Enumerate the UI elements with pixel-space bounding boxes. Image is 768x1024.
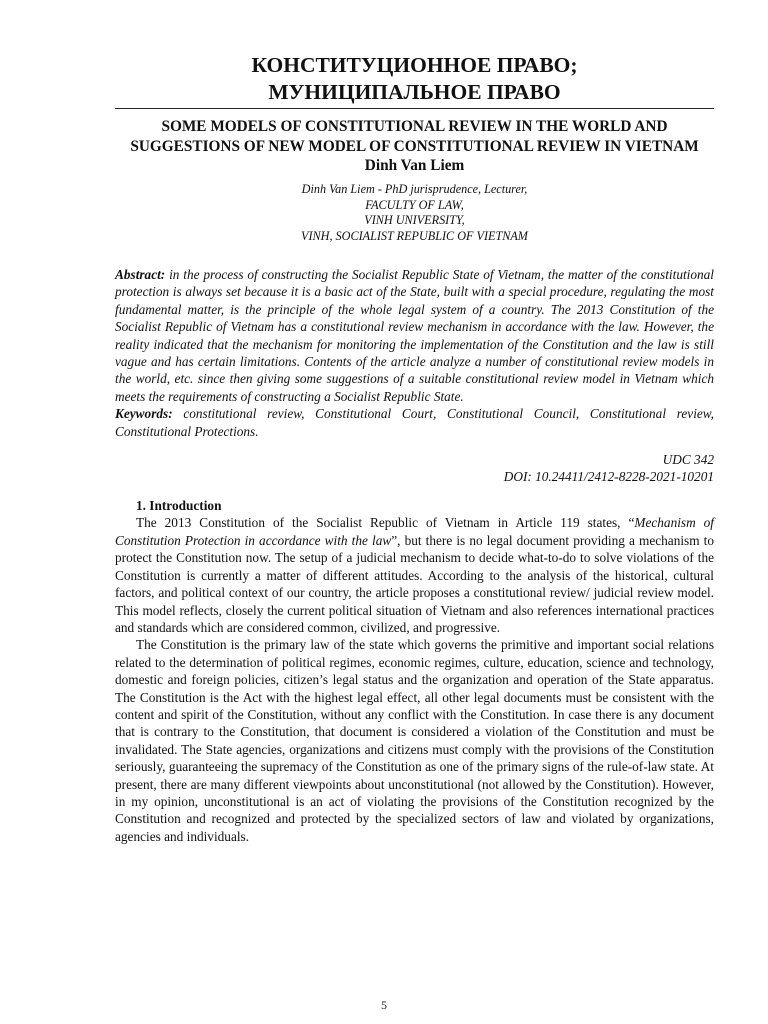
keywords-label: Keywords: <box>115 406 173 422</box>
affiliation-block <box>115 182 714 244</box>
header-rule <box>115 108 714 109</box>
doi: DOI: 10.24411/2412-8228-2021-10201 <box>503 468 714 484</box>
p1-text-b: ”, but there is no legal document providing a mechanism to protect the Constitution now. The setup of a judicial mechanism to decide what-to-do to solve violations of the Constitution is currently a matter of different attitudes. According to the analysis of the historical, cultural factors, and political context of our country, the article proposes a constitutional review/ judicial review model. This model reflects, closely the current political situation of Vietnam and also references international practices and standards which are considered common, civilized, and progressive. <box>115 532 715 635</box>
intro-paragraph-1 <box>115 514 714 636</box>
p1-text-a: The 2013 Constitution of the Socialist Republic of Vietnam in Article 119 states, “ <box>136 515 635 531</box>
affiliation-line: VINH UNIVERSITY, <box>364 213 465 227</box>
article-title: SOME MODELS OF CONSTITUTIONAL REVIEW IN THE WORLD AND SUGGESTIONS OF NEW MODEL OF CONSTITUTIONAL REVIEW IN VIETNAM <box>130 118 699 155</box>
section-title <box>115 52 714 108</box>
article-meta <box>115 452 714 485</box>
affiliation-line: Dinh Van Liem - PhD jurisprudence, Lecturer, <box>301 182 528 196</box>
intro-paragraph-2: The Constitution is the primary law of the state which governs the primitive and important social relations related to the determination of political regimes, economic regimes, culture, education, science and technology, domestic and foreign policies, citizen’s legal status and the organization and operation of the State apparatus. The Constitution is the Act with the highest legal effect, all other legal documents must be consistent with the content and spirit of the Constitution, without any conflict with the Constitution. In case there is any document that is contrary to the Constitution, that document is considered a violation of the Constitution and must be invalidated. The State agencies, organizations and citizens must comply with the provisions of the Constitution seriously, guaranteeing the supremacy of the Constitution as one of the primary signs of the rule-of-law state. At present, there are many different viewpoints about unconstitutional (not allowed by the Constitution). However, in my opinion, unconstitutional is an act of violating the provisions of the Constitution recognized by the Constitution and recognized and protected by the specialized sectors of law and violated by organizations, agencies and individuals. <box>115 637 714 844</box>
intro-heading: 1. Introduction <box>136 498 222 514</box>
abstract-label: Abstract: <box>115 267 166 282</box>
abstract-text: in the process of constructing the Socialist Republic State of Vietnam, the matter of the constitutional protection is always set because it is a basic act of the State, built with a special procedure, regulating the most fundamental matter, is the principle of the whole legal system of a country. The 2013 Constitution of the Socialist Republic of Vietnam has a constitutional review mechanism in accordance with the law. However, the reality indicated that the mechanism for monitoring the implementation of the Constitution and the law is still vague and has certain limitations. Contents of the article analyze a number of constitutional review models in the world, etc. since then giving some suggestions of a suitable constitutional review model in Vietnam which meets the requirements of constructing a Socialist Republic State. <box>115 267 714 404</box>
page-number: 5 <box>381 998 387 1012</box>
section-title-line2: МУНИЦИПАЛЬНОЕ ПРАВО <box>268 80 561 104</box>
abstract <box>115 266 714 405</box>
p1-quote: Mechanism of Constitution Protection in accordance with the law <box>115 515 715 548</box>
section-title-line1: КОНСТИТУЦИОННОЕ ПРАВО; <box>251 53 578 77</box>
keywords <box>115 405 714 440</box>
affiliation-line: FACULTY OF LAW, <box>365 197 464 212</box>
author-name: Dinh Van Liem <box>364 157 465 174</box>
affiliation-line: VINH, SOCIALIST REPUBLIC OF VIETNAM <box>301 228 528 243</box>
keywords-text: constitutional review, Constitutional Court, Constitutional Council, Constitutional review, Constitutional Protections. <box>115 406 714 439</box>
page-body <box>115 52 714 845</box>
udc-code: UDC 342 <box>662 452 714 468</box>
